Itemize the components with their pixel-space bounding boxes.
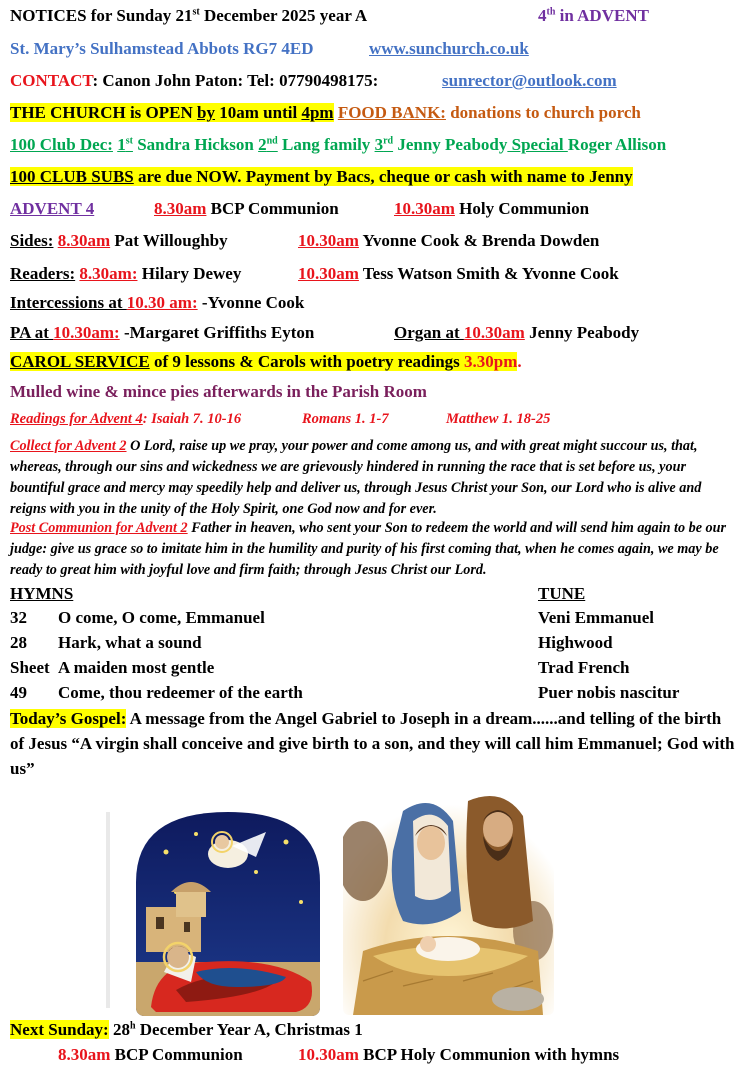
reading-romans: Romans 1. 1-7	[302, 411, 389, 427]
collect-paragraph: Collect for Advent 2 O Lord, raise up we pray, your power and come among us, and with great might succour us, that, whereas, through our sins and wickedness we are grievously hindered in running the race that is set before us, your bountiful grace and mercy may speedily help and deliver us, through Jesus Christ your Son, our Lord who is alive and reigns with you in the unity of the Holy Spirit, one God now and for ever.	[10, 438, 702, 517]
image-divider	[106, 812, 110, 1008]
church-name: St. Mary’s Sulhamstead Abbots RG7 4ED	[10, 39, 314, 58]
hundred-club-line: 100 Club Dec: 1st Sandra Hickson 2nd Lang family 3rd Jenny Peabody Special Roger Allison	[10, 135, 667, 154]
post-communion-paragraph: Post Communion for Advent 2 Father in heaven, who sent your Son to redeem the world and will send him again to be our judge: give us grace so to imitate him in the humility and purity of his first coming that, when he comes again, we may be ready to great him with joyful love and firm faith; through Jesus Christ our Lord.	[10, 520, 727, 578]
website-link[interactable]: www.sunchurch.co.uk	[369, 39, 529, 58]
notice-title: NOTICES for Sunday 21st December 2025 year A	[10, 6, 368, 25]
intercessions-line: Intercessions at 10.30 am: -Yvonne Cook	[10, 293, 305, 312]
reading-matthew: Matthew 1. 18-25	[446, 411, 551, 427]
nativity-image	[343, 781, 554, 1015]
pa-line: PA at 10.30am: -Margaret Griffiths Eyton	[10, 323, 315, 342]
organ-line: Organ at 10.30am Jenny Peabody	[394, 323, 640, 342]
next-sunday-service1: 8.30am BCP Communion	[58, 1045, 243, 1064]
advent4-service1: 8.30am BCP Communion	[154, 199, 339, 218]
next-sunday-service2: 10.30am BCP Holy Communion with hymns	[298, 1045, 620, 1064]
joseph-dream-icon	[136, 812, 320, 1016]
joseph-dream-icon-image	[136, 812, 320, 1016]
gospel-paragraph: Today’s Gospel: A message from the Angel Gabriel to Joseph in a dream......and telling of the birth of Jesus “A virgin shall conceive and give birth to a son, and they will call him Emmanuel; God with us”	[10, 709, 735, 778]
sides-second: 10.30am Yvonne Cook & Brenda Dowden	[298, 231, 600, 250]
advent4-label: ADVENT 4	[10, 199, 95, 218]
advent-heading: 4th in ADVENT	[538, 6, 649, 25]
sides-line: Sides: 8.30am Pat Willoughby	[10, 231, 228, 250]
email-link[interactable]: sunrector@outlook.com	[442, 71, 617, 90]
church-open-line: THE CHURCH is OPEN by 10am until 4pm FOOD BANK: donations to church porch	[10, 103, 641, 122]
contact-line: CONTACT: Canon John Paton: Tel: 07790498175:	[10, 71, 379, 90]
readings-line: Readings for Advent 4: Isaiah 7. 10-16	[10, 411, 242, 427]
subs-line: 100 CLUB SUBS are due NOW. Payment by Bacs, cheque or cash with name to Jenny	[10, 167, 633, 186]
advent4-service2: 10.30am Holy Communion	[394, 199, 590, 218]
nativity-icon	[343, 781, 554, 1015]
readers-second: 10.30am Tess Watson Smith & Yvonne Cook	[298, 264, 619, 283]
readers-line: Readers: 8.30am: Hilary Dewey	[10, 264, 242, 283]
next-sunday-line: Next Sunday: 28$^h$ December Year A, Christmas 1	[10, 1020, 363, 1039]
mulled-wine-line: Mulled wine & mince pies afterwards in the Parish Room	[10, 382, 427, 401]
carol-line: CAROL SERVICE of 9 lessons & Carols with poetry readings 3.30pm.	[10, 352, 522, 371]
